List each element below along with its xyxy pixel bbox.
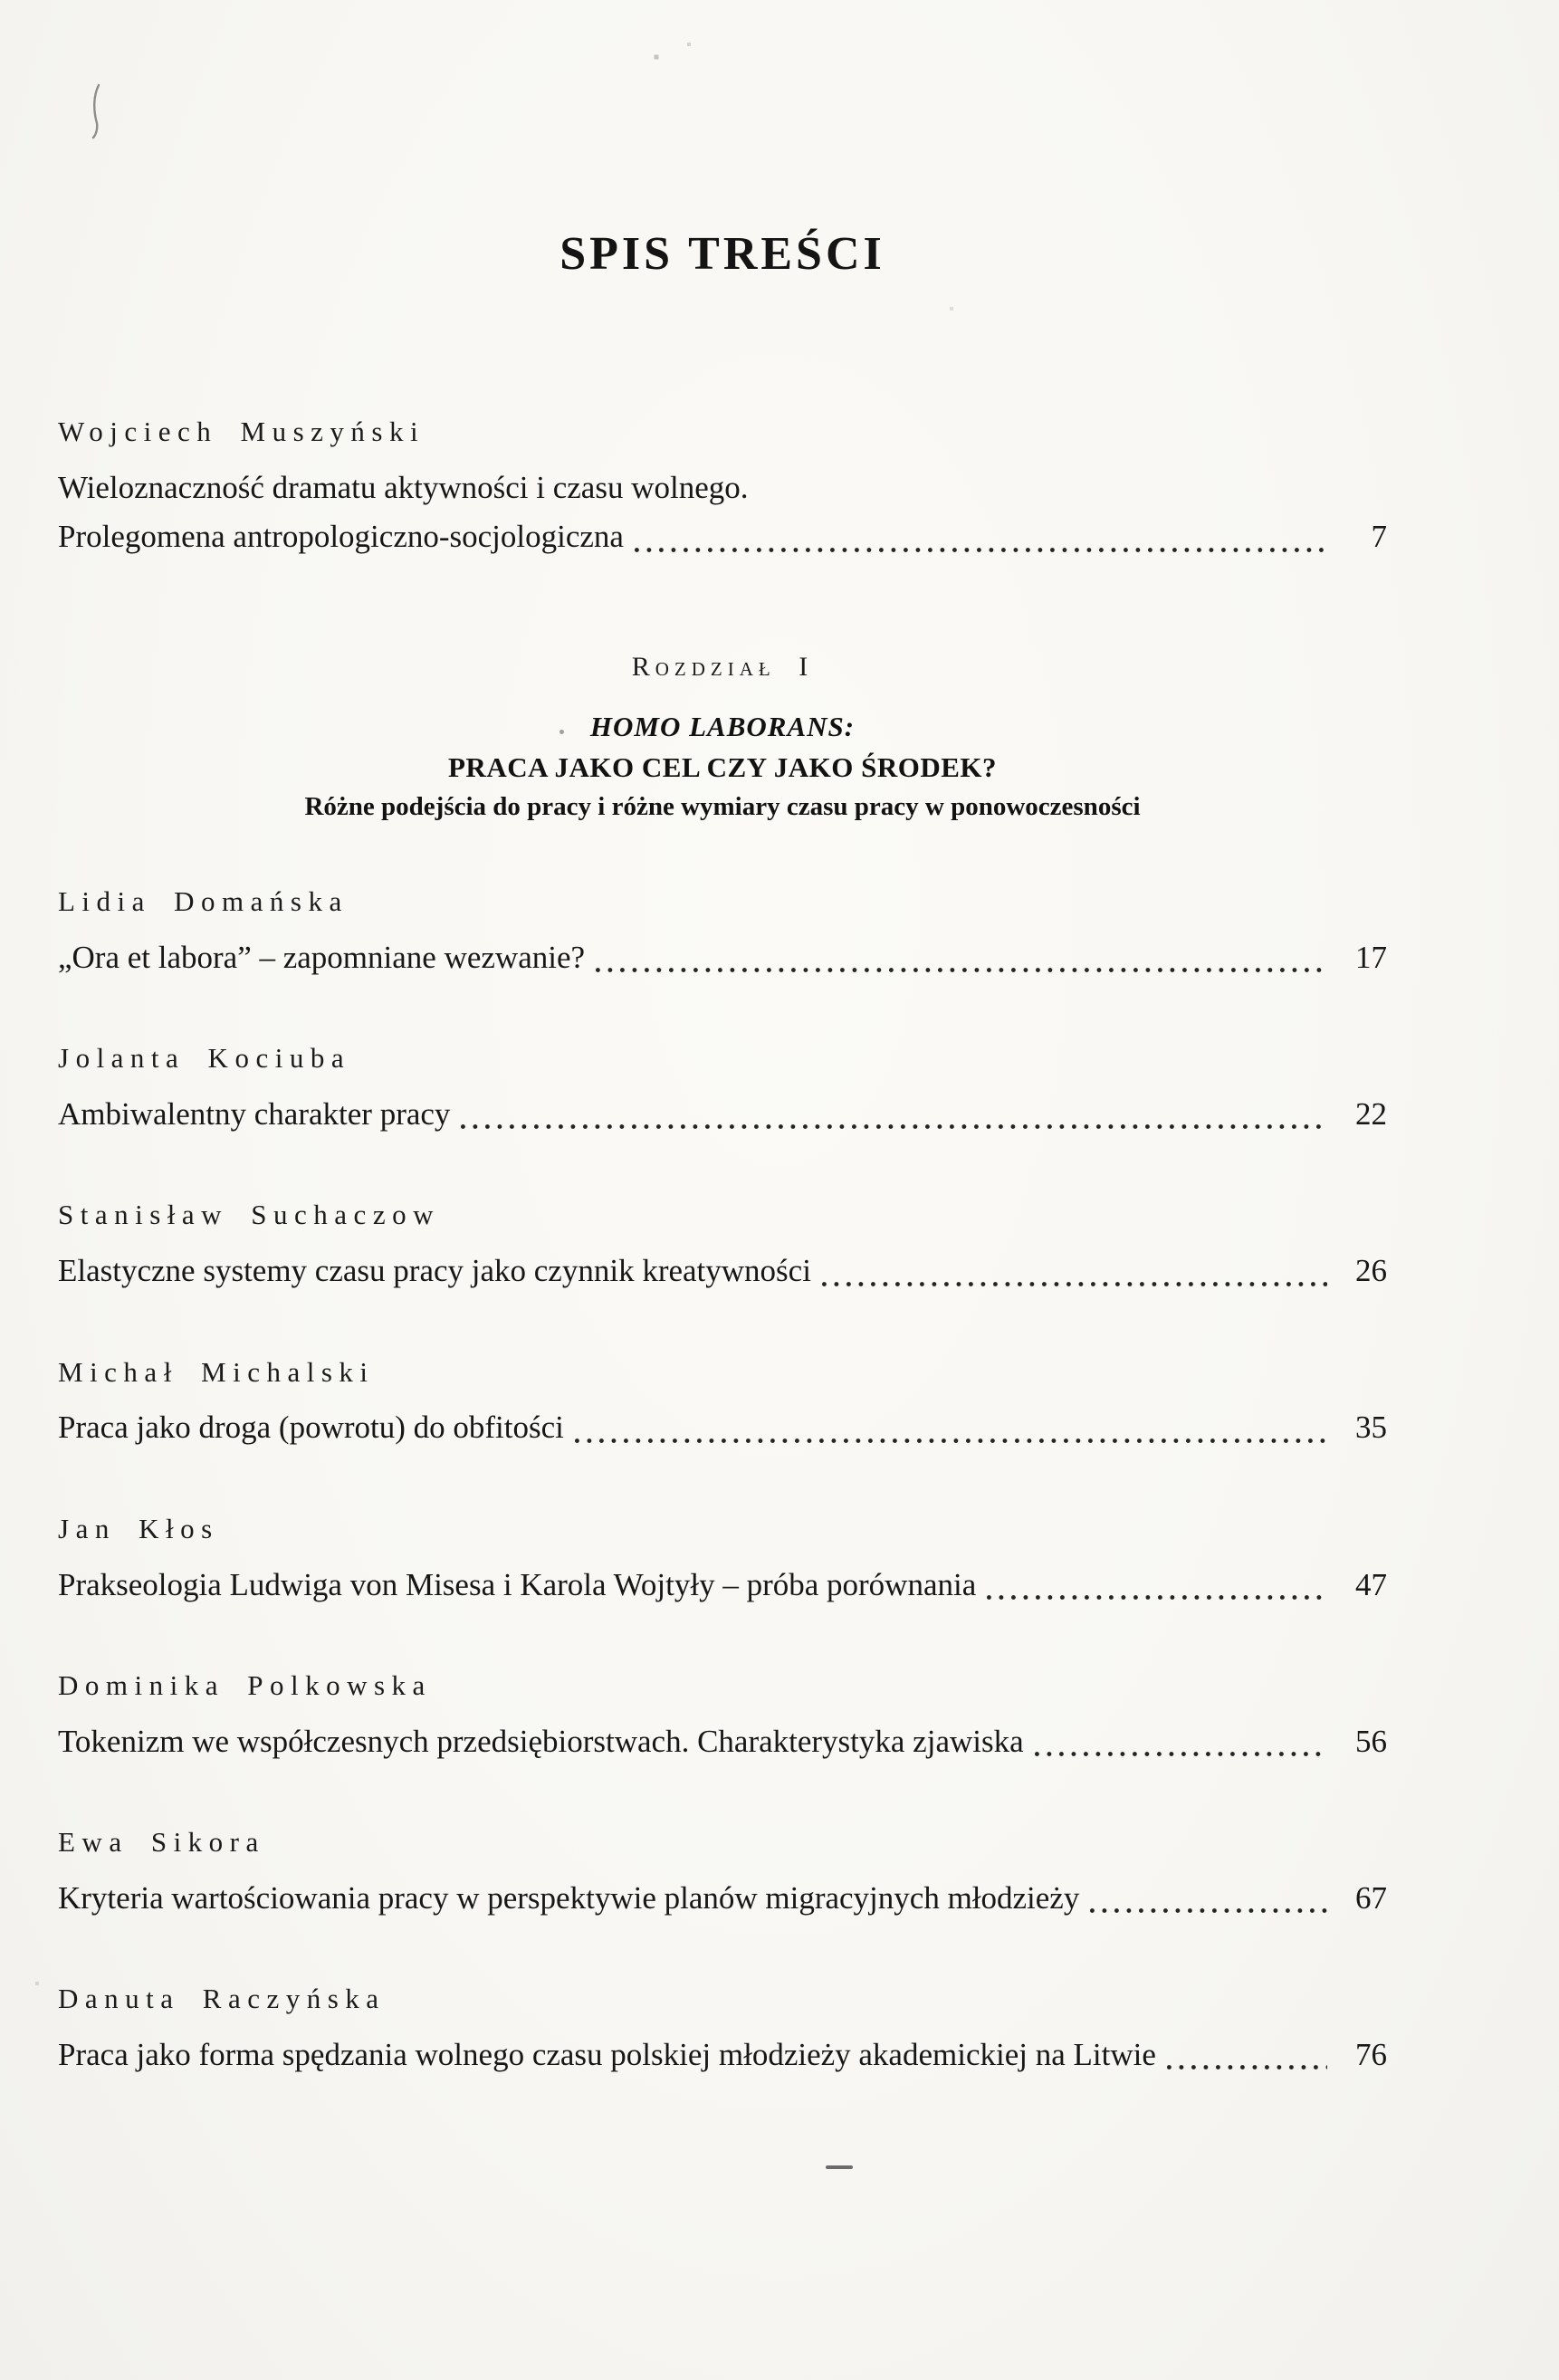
entry-author: Danuta Raczyńska <box>58 1983 386 2015</box>
entry-title: Praca jako droga (powrotu) do obfitości <box>58 1410 564 1446</box>
entry-title: „Ora et labora” – zapomniane wezwanie? <box>58 939 586 975</box>
page-number: 67 <box>1355 1880 1387 1916</box>
dot-leader <box>1167 2065 1327 2069</box>
entry-title: Ambiwalentny charakter pracy <box>58 1096 451 1133</box>
entry-title: Praca jako forma spędzania wolnego czasu polskiej młodzieży akademickiej na Litwie <box>58 2037 1156 2073</box>
page-number: 35 <box>1355 1410 1387 1446</box>
toc-entry <box>58 1979 1387 2079</box>
dot-leader <box>635 548 1327 552</box>
chapter-label: Rozdział I <box>631 651 814 682</box>
chapter-main-title: PRACA JAKO CEL CZY JAKO ŚRODEK? <box>448 750 997 783</box>
entry-author: Jolanta Kociuba <box>58 1042 351 1075</box>
scan-noise-specks <box>0 0 2 2</box>
entry-title-line <box>58 2031 1387 2079</box>
chapter-series-title: HOMO LABORANS: <box>589 710 856 742</box>
page-number: 7 <box>1371 519 1387 555</box>
entry-title: Prakseologia Ludwiga von Misesa i Karola Wojtyły – próba porównania <box>58 1566 977 1602</box>
toc-entry <box>58 1195 1387 1295</box>
entry-title: Kryteria wartościowania pracy w perspektywie planów migracyjnych młodzieży <box>58 1880 1080 1916</box>
entry-title-line <box>58 1717 1387 1766</box>
dot-leader <box>461 1124 1327 1129</box>
entry-author: Stanisław Suchaczow <box>58 1199 440 1231</box>
toc-entry <box>58 1038 1387 1139</box>
entry-title-line-2 <box>58 512 1387 561</box>
entry-title-line <box>58 933 1387 982</box>
dot-leader <box>596 968 1327 972</box>
toc-entry <box>58 1509 1387 1610</box>
toc-entry <box>58 1352 1387 1453</box>
entry-title-line <box>58 1561 1387 1610</box>
toc-entry <box>58 412 1387 561</box>
entry-author: Jan Kłos <box>58 1512 219 1544</box>
entry-author: Lidia Domańska <box>58 884 349 917</box>
scan-artifact-dot <box>560 730 564 734</box>
entry-author: Wojciech Muszyński <box>58 416 426 448</box>
scan-artifact-dash <box>826 2165 853 2169</box>
page-number: 26 <box>1355 1253 1387 1289</box>
entry-title-line <box>58 1090 1387 1139</box>
entry-title: Prolegomena antropologiczno-socjologiczna <box>58 519 624 555</box>
page-title: SPIS TREŚCI <box>560 228 885 280</box>
entry-title-line <box>58 1247 1387 1295</box>
page-number: 22 <box>1355 1096 1387 1133</box>
entry-title: Elastyczne systemy czasu pracy jako czynnik kreatywności <box>58 1253 811 1289</box>
toc-entry <box>58 1666 1387 1766</box>
dot-leader <box>575 1439 1327 1443</box>
entry-author: Dominika Polkowska <box>58 1668 432 1701</box>
dot-leader <box>1035 1752 1327 1756</box>
entry-title: Tokenizm we współczesnych przedsiębiorstwach. Charakterystyka zjawiska <box>58 1723 1024 1759</box>
entry-author: Michał Michalski <box>58 1355 375 1388</box>
page-number: 47 <box>1355 1566 1387 1602</box>
entry-title-line-1: Wieloznaczność dramatu aktywności i czasu wolnego. <box>58 470 749 506</box>
chapter-subtitle: Różne podejścia do pracy i różne wymiary czasu pracy w ponowoczesności <box>304 792 1141 822</box>
toc-entry <box>58 1822 1387 1923</box>
page-number: 76 <box>1355 2037 1387 2073</box>
entry-author: Ewa Sikora <box>58 1826 265 1859</box>
chapter-heading-block <box>58 648 1387 827</box>
dot-leader <box>1090 1908 1327 1913</box>
scan-artifact-pen-mark <box>86 83 108 139</box>
dot-leader <box>822 1282 1327 1286</box>
toc-entry <box>58 882 1387 982</box>
page-number: 17 <box>1355 939 1387 975</box>
page-number: 56 <box>1355 1723 1387 1759</box>
entry-title-line <box>58 1403 1387 1452</box>
dot-leader <box>987 1595 1327 1600</box>
entry-title-line <box>58 1874 1387 1923</box>
